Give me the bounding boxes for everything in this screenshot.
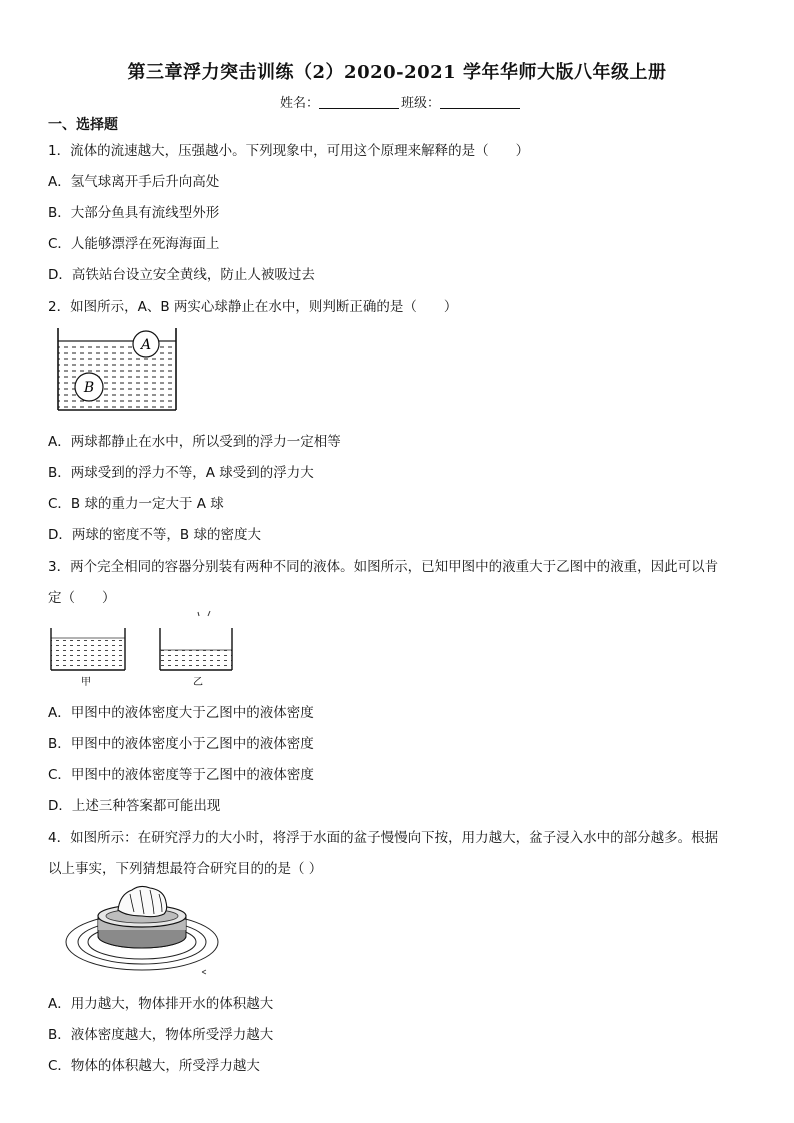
q2-option-c[interactable]: C．B 球的重力一定大于 A 球 <box>48 496 224 512</box>
q2-option-a[interactable]: A．两球都静止在水中，所以受到的浮力一定相等 <box>48 434 341 450</box>
q2-stem: 2．如图所示，A、B 两实心球静止在水中，则判断正确的是（ ） <box>48 299 458 315</box>
q2-option-d[interactable]: D．两球的密度不等，B 球的密度大 <box>48 527 261 543</box>
container-yi <box>160 628 232 670</box>
label-yi: 乙 <box>193 677 203 688</box>
q1-option-a[interactable]: A．氢气球离开手后升向高处 <box>48 174 220 190</box>
container-jia <box>51 628 125 670</box>
q4-option-a[interactable]: A．用力越大，物体排开水的体积越大 <box>48 996 274 1012</box>
stray-mark <box>198 612 199 616</box>
ball-b-label: B <box>83 380 95 396</box>
name-label: 姓名： <box>280 96 320 111</box>
q1-stem: 1．流体的流速越大，压强越小。下列现象中，可用这个原理来解释的是（ ） <box>48 143 530 159</box>
ball-a-label: A <box>140 337 152 353</box>
class-blank[interactable] <box>440 96 520 109</box>
class-label: 班级： <box>401 96 441 111</box>
q4-stem-line1: 4．如图所示：在研究浮力的大小时，将浮于水面的盆子慢慢向下按，用力越大，盆子浸入水中的部分越多。根据 <box>48 830 719 846</box>
q4-stem-line2: 以上事实，下列猜想最符合研究目的的是（ ） <box>48 861 323 877</box>
q4-option-b[interactable]: B．液体密度越大，物体所受浮力越大 <box>48 1027 274 1043</box>
label-jia: 甲 <box>81 677 91 688</box>
q2-figure-water-tank <box>55 326 180 412</box>
student-info <box>280 92 522 111</box>
stray-mark <box>208 611 210 616</box>
q3-option-c[interactable]: C．甲图中的液体密度等于乙图中的液体密度 <box>48 767 314 783</box>
q3-option-d[interactable]: D．上述三种答案都可能出现 <box>48 798 221 814</box>
q3-figure-containers <box>48 608 248 688</box>
q4-figure-basin-pressed <box>60 880 220 980</box>
q3-stem-line2: 定（ ） <box>48 590 116 606</box>
q4-option-c[interactable]: C．物体的体积越大，所受浮力越大 <box>48 1058 260 1074</box>
section-heading: 一、选择题 <box>48 117 118 133</box>
q1-option-c[interactable]: C．人能够漂浮在死海海面上 <box>48 236 220 252</box>
page-title: 第三章浮力突击训练（2）2020-2021 学年华师大版八年级上册 <box>127 62 667 83</box>
name-blank[interactable] <box>319 96 399 109</box>
q3-option-b[interactable]: B．甲图中的液体密度小于乙图中的液体密度 <box>48 736 314 752</box>
q3-stem-line1: 3．两个完全相同的容器分别装有两种不同的液体。如图所示，已知甲图中的液重大于乙图中的液重，因此可以肯 <box>48 559 719 575</box>
q1-option-b[interactable]: B．大部分鱼具有流线型外形 <box>48 205 220 221</box>
q3-option-a[interactable]: A．甲图中的液体密度大于乙图中的液体密度 <box>48 705 314 721</box>
q1-option-d[interactable]: D．高铁站台设立安全黄线，防止人被吸过去 <box>48 267 315 283</box>
q2-option-b[interactable]: B．两球受到的浮力不等，A 球受到的浮力大 <box>48 465 314 481</box>
